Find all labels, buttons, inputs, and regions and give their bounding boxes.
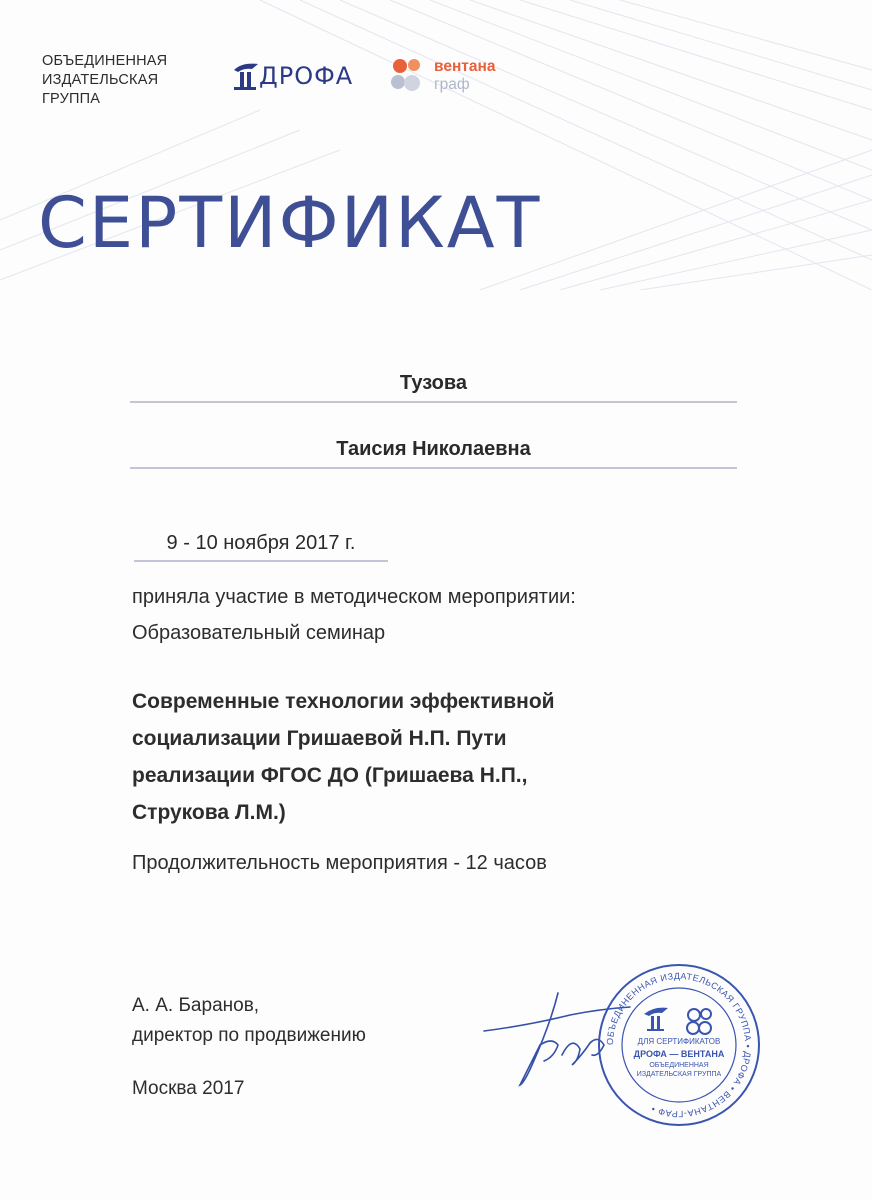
event-duration: Продолжительность мероприятия - 12 часов xyxy=(132,852,547,874)
ventana-logo-icon xyxy=(388,56,432,96)
signer-name: А. А. Баранов, xyxy=(132,995,260,1016)
drofa-logo-text: ДРОФА xyxy=(259,62,354,90)
group-line-3: ГРУППА xyxy=(42,91,101,107)
topic-line-1: Современные технологии эффективной xyxy=(132,690,555,713)
certificate-title: СЕРТИФИКАТ xyxy=(38,182,542,264)
topic-line-3: реализации ФГОС ДО (Гришаева Н.П., xyxy=(132,764,528,787)
topic-line-2: социализации Гришаевой Н.П. Пути xyxy=(132,727,507,750)
graf-logo-text: граф xyxy=(434,76,470,93)
publisher-group-name xyxy=(42,52,167,109)
recipient-given-names: Таисия Николаевна xyxy=(130,438,737,469)
event-type: Образовательный семинар xyxy=(132,622,386,644)
event-topic xyxy=(132,683,692,831)
topic-line-4: Струкова Л.М.) xyxy=(132,801,286,824)
group-line-2: ИЗДАТЕЛЬСКАЯ xyxy=(42,72,159,88)
event-date: 9 - 10 ноября 2017 г. xyxy=(134,532,388,562)
participation-text: приняла участие в методическом мероприятии: xyxy=(132,586,576,608)
stamp-label-group: ОБЪЕДИНЕННАЯ ИЗДАТЕЛЬСКАЯ ГРУППА xyxy=(636,1062,722,1078)
city-year: Москва 2017 xyxy=(132,1078,245,1099)
stamp-ring-text: ОБЪЕДИНЕННАЯ ИЗДАТЕЛЬСКАЯ ГРУППА • ДРОФА • ВЕНТАНА-ГРАФ • xyxy=(604,970,754,1120)
ventana-logo-text: вентана xyxy=(434,58,496,75)
stamp-label-certificates: ДЛЯ СЕРТИФИКАТОВ xyxy=(637,1037,721,1046)
stamp-label-brands: ДРОФА — ВЕНТАНА xyxy=(633,1049,725,1059)
signer-block xyxy=(132,991,366,1051)
recipient-surname: Тузова xyxy=(130,372,737,403)
signer-position: директор по продвижению xyxy=(132,1025,366,1046)
group-line-1: ОБЪЕДИНЕННАЯ xyxy=(42,53,168,69)
